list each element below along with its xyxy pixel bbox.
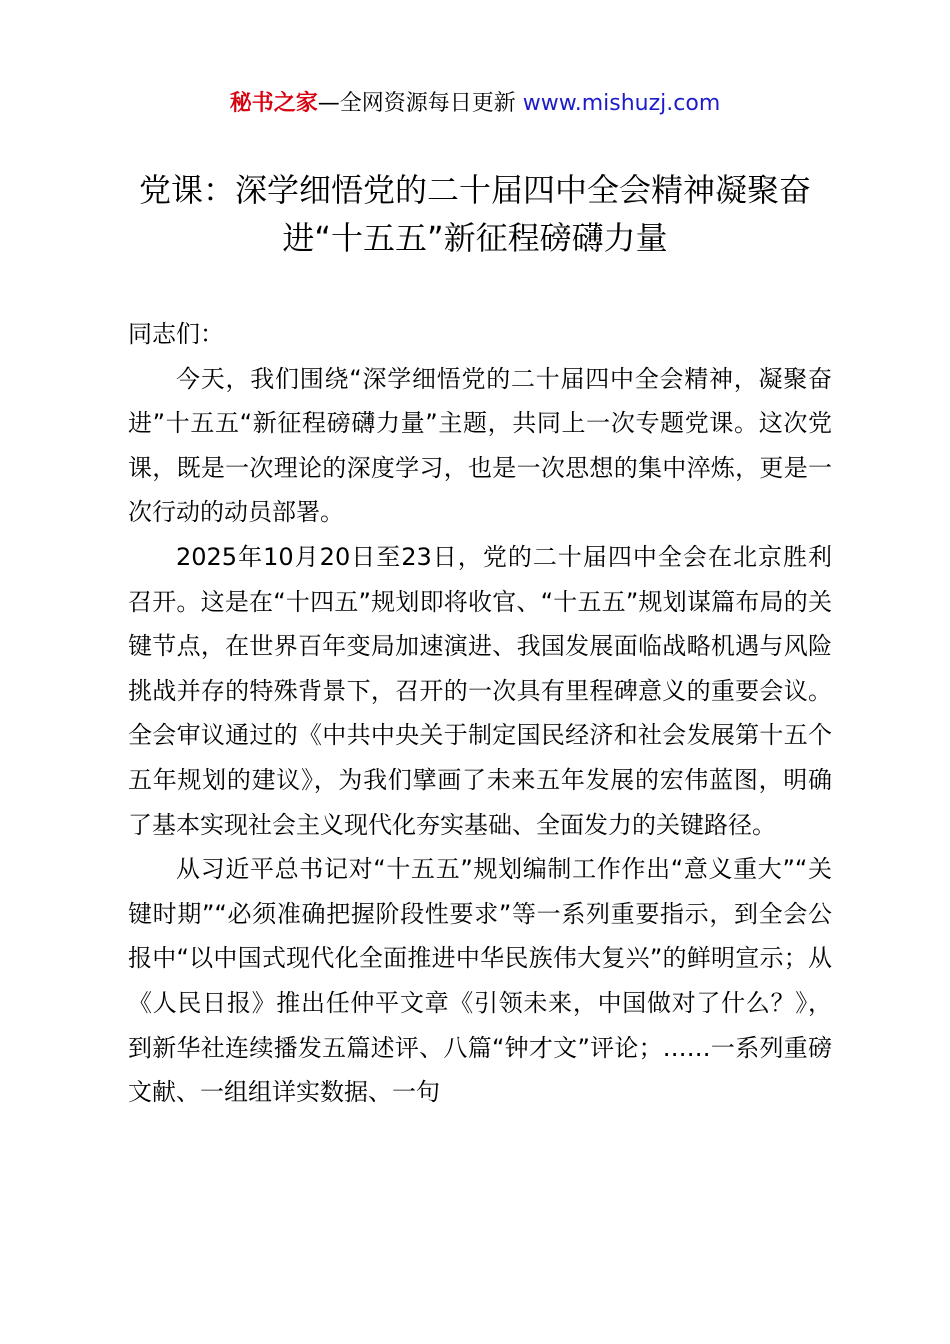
site-header [0,88,950,120]
paragraph-3: 从习近平总书记对“十五五”规划编制工作作出“意义重大”“关键时期”“必须准确把握阶段性要求”等一系列重要指示，到全会公报中“以中国式现代化全面推进中华民族伟大复兴”的鲜明宣示；从《人民日报》推出任仲平文章《引领未来，中国做对了什么？》，到新华社连续播发五篇述评、八篇“钟才文”评论；……一系列重磅文献、一组组详实数据、一句 [128,855,832,1107]
site-tagline: —全网资源每日更新 [317,91,516,116]
site-name: 秘书之家 [229,91,318,116]
paragraph-2: 2025年10月20日至23日，党的二十届四中全会在北京胜利召开。这是在“十四五”规划即将收官、“十五五”规划谋篇布局的关键节点，在世界百年变局加速演进、我国发展面临战略机遇与风险挑战并存的特殊背景下，召开的一次具有里程碑意义的重要会议。全会审议通过的《中共中央关于制定国民经济和社会发展第十五个五年规划的建议》，为我们擘画了未来五年发展的宏伟蓝图，明确了基本实现社会主义现代化夯实基础、全面发力的关键路径。 [128,542,832,839]
document-body [128,312,832,1115]
paragraph-1: 今天，我们围绕“深学细悟党的二十届四中全会精神，凝聚奋进”十五五“新征程磅礴力量”主题，共同上一次专题党课。这次党课，既是一次理论的深度学习，也是一次思想的集中淬炼，更是一次行动的动员部署。 [128,364,832,527]
site-url-link[interactable]: www.mishuzj.com [522,91,721,116]
document-title: 党课：深学细悟党的二十届四中全会精神凝聚奋进“十五五”新征程磅礴力量 [138,171,811,257]
salutation: 同志们： [128,320,224,348]
